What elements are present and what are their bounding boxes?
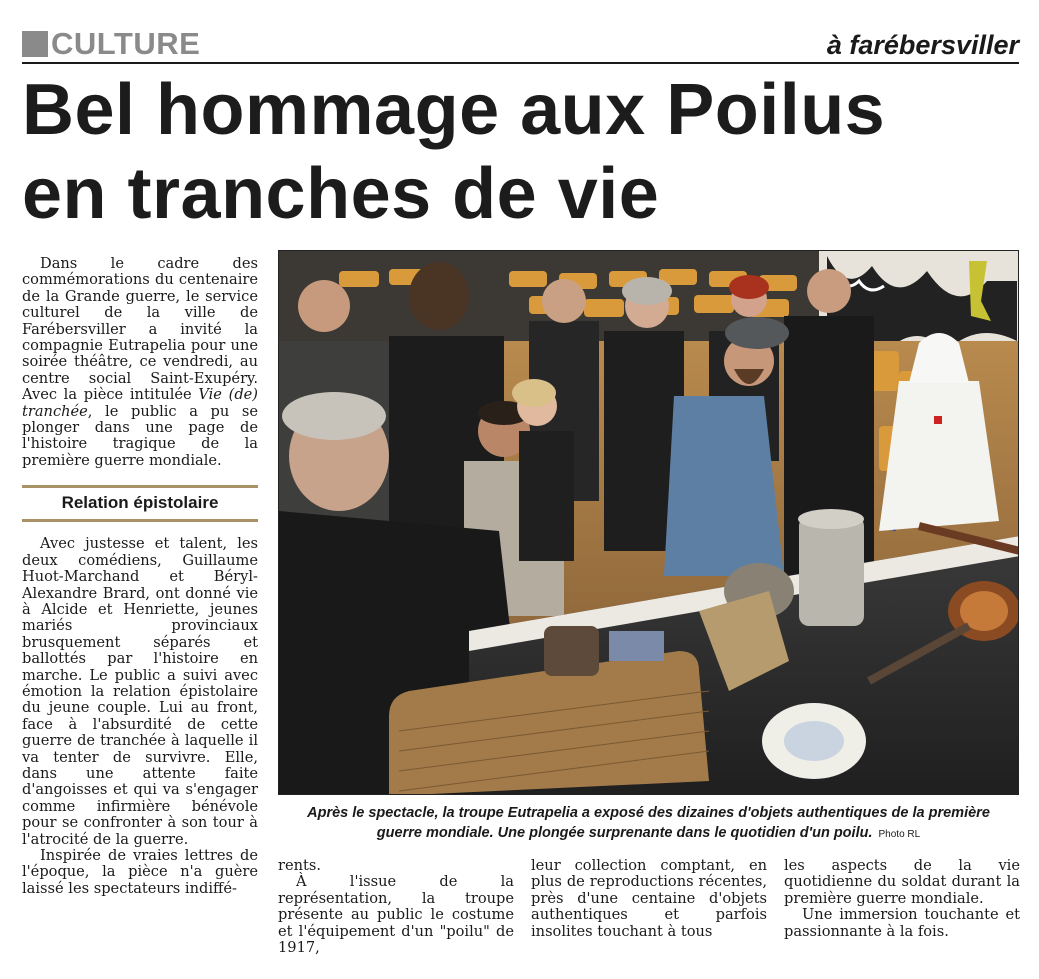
article-column-3 bbox=[531, 858, 767, 940]
article-column-1 bbox=[22, 256, 258, 897]
caption-line-2: guerre mondiale. Une plongée surprenante dans le quotidien d'un poilu. bbox=[376, 825, 873, 841]
body-paragraph: les aspects de la vie quotidienne du soldat durant la première guerre mondiale. bbox=[784, 857, 1020, 907]
intro-paragraph bbox=[22, 256, 258, 469]
article-column-2 bbox=[278, 858, 514, 956]
body-paragraph: Avec justesse et talent, les deux comédiens, Guillaume Huot-Marchand et Béryl-Alexandre Brard, ont donné vie à Alcide et Henriette, jeunes mariés provinciaux brusquement séparés et ballottés par l'histoire en marche. Le public a suivi avec émotion la relation épistolaire du jeune couple. Lui au front, face à l'absurdité de cette guerre de tranchée à laquelle il va tenter de survivre. Elle, dans une attente faite d'angoisses et qui va s'engager comme infirmière bénévole pour se confronter à son tour à l'atrocité de la guerre. bbox=[22, 535, 258, 848]
caption-line-1: Après le spectacle, la troupe Eutrapelia a exposé des dizaines d'objets authentiques de la première bbox=[307, 805, 990, 821]
rubric-label: CULTURE bbox=[51, 26, 201, 61]
body-paragraph: Inspirée de vraies lettres de l'époque, la pièce n'a guère laissé les spectateurs indiffé- bbox=[22, 847, 258, 897]
rubric-square-icon bbox=[22, 31, 48, 57]
section-header bbox=[22, 26, 1019, 64]
headline-line-1: Bel hommage aux Poilus bbox=[22, 70, 886, 150]
play-title: Vie (de) tranchée bbox=[22, 386, 258, 420]
headline bbox=[22, 68, 1022, 236]
article-photo bbox=[278, 250, 1019, 795]
subhead: Relation épistolaire bbox=[22, 485, 258, 522]
intro-text-1: Dans le cadre des commémorations du centenaire de la Grande guerre, le service culturel de la ville de Farébersviller a invité la compagnie Eutrapelia pour une soirée théâtre, ce vendredi, au centre social Saint-Exupéry. Avec la pièce intitulée bbox=[22, 255, 258, 404]
body-paragraph: rents. bbox=[278, 857, 322, 874]
headline-line-2: en tranches de vie bbox=[22, 154, 660, 234]
rubric bbox=[22, 28, 200, 60]
body-paragraph: Une immersion touchante et passionnante à la fois. bbox=[784, 906, 1020, 940]
article-column-4 bbox=[784, 858, 1020, 940]
photo-credit: Photo RL bbox=[878, 829, 921, 840]
body-paragraph: leur collection comptant, en plus de reproductions récentes, près d'une centaine d'objets authentiques et parfois insolites touchant à tous bbox=[531, 857, 767, 940]
body-paragraph: À l'issue de la représentation, la troupe présente au public le costume et l'équipement d'un "poilu" de 1917, bbox=[278, 873, 514, 957]
intro-text-2: , le public a pu se plonger dans une page de l'histoire tragique de la première guerre mondiale. bbox=[22, 402, 258, 469]
photo-caption bbox=[278, 803, 1019, 845]
location-label: à farébersviller bbox=[826, 30, 1019, 60]
exhibition-photo-illustration bbox=[279, 251, 1019, 795]
